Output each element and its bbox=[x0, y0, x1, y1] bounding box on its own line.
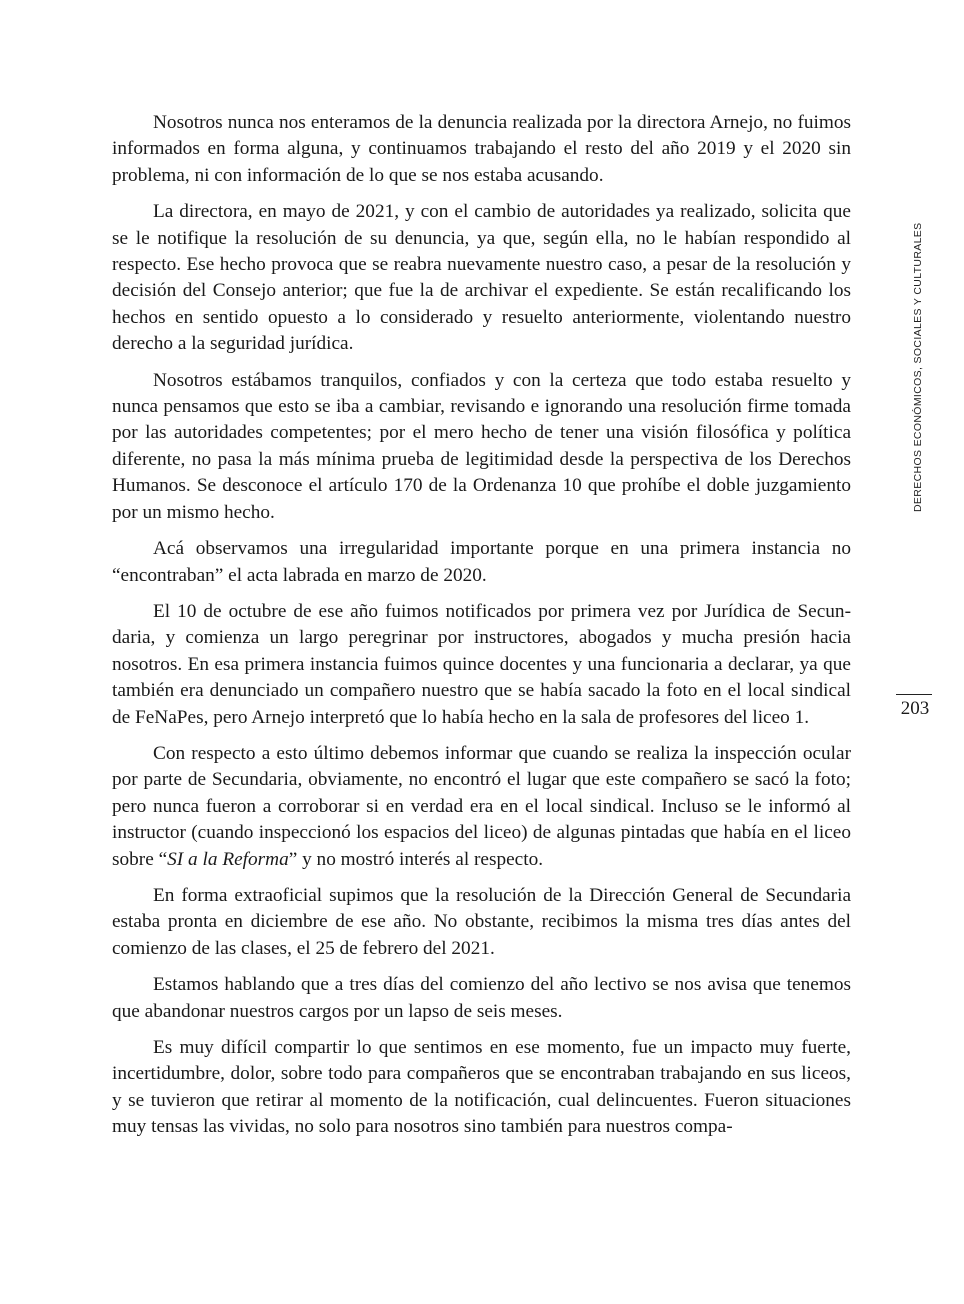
page-number-rule bbox=[896, 694, 932, 695]
paragraph-8: Estamos hablando que a tres días del comienzo del año lectivo se nos avisa que tenemos que abandonar nuestros cargos por un lapso de seis meses. bbox=[112, 974, 851, 1022]
running-section-title: DERECHOS ECONÓMICOS, SOCIALES Y CULTURALES bbox=[912, 222, 924, 512]
paragraph-3: Nosotros estábamos tranquilos, confiados y con la certeza que todo estaba resuelto y nunca pensamos que esto se iba a cambiar, revisando e ignorando una resolución firme tomada por las autoridades competentes; por el mero hecho de tener una visión filosófica y política diferente, no pasa la más mínima prueba de legitimidad desde la perspectiva de los Derechos Humanos. Se desconoce el artículo 170 de la Ordenanza 10 que prohíbe el doble juzgamiento por un mismo hecho. bbox=[112, 369, 851, 523]
paragraph-6-text-before: Con respecto a esto último debemos informar que cuando se realiza la inspección ocular por parte de Secundaria, obviamente, no encontró el lugar que este compañero se sacó la foto; pero nunca fueron a corroborar si en verdad era en el local sindical. Incluso se le informó al instructor (cuando inspeccionó los espacios del liceo) de algunas pintadas que había en el liceo sobre “ bbox=[112, 742, 851, 870]
paragraph-9: Es muy difícil compartir lo que sentimos en ese momento, fue un impacto muy fuerte, incertidumbre, dolor, sobre todo para compañeros que se encontraban trabajando en sus liceos, y se tuvieron que retirar al momento de la notificación, cual delincuentes. Fueron situaciones muy tensas las vividas, no solo para nosotros sino también para nuestros compa- bbox=[112, 1037, 851, 1138]
paragraph-2: La directora, en mayo de 2021, y con el cambio de autoridades ya realizado, solicita que se le notifique la resolución de su denuncia, ya que, según ella, no le habían respondido al respecto. Ese hecho provoca que se reabra nuevamente nuestro caso, a pesar de la resolución y decisión del Consejo anterior; que fue la de archivar el expediente. Se están recalificando los hechos en sentido opuesto a lo considerado y resuelto anteriormente, violentando nuestro derecho a la seguridad jurídica. bbox=[112, 201, 851, 355]
body-text bbox=[112, 110, 851, 1141]
paragraph-7: En forma extraoficial supimos que la resolución de la Dirección General de Secundaria estaba pronta en diciembre de ese año. No obstante, recibimos la misma tres días antes del comienzo de las clases, el 25 de febrero del 2021. bbox=[112, 884, 851, 959]
page-number: 203 bbox=[900, 698, 930, 719]
paragraph-6-italic-quote: SI a la Reforma bbox=[167, 848, 289, 870]
paragraph-1: Nosotros nunca nos enteramos de la denuncia realizada por la directora Arnejo, no fuimos informados en forma alguna, y continuamos trabajando el resto del año 2019 y el 2020 sin problema, ni con información de lo que se nos estaba acusando. bbox=[112, 112, 851, 186]
paragraph-6 bbox=[112, 741, 851, 873]
paragraph-5: El 10 de octubre de ese año fuimos notificados por primera vez por Jurídica de Secundaria, y comienza un largo peregrinar por instructores, abogados y mucha presión hacia nosotros. En esa primera instancia fuimos quince docentes y una funcionaria a declarar, ya que también era denunciado un compañero nuestro que se había sacado la foto en el local sindical de FeNaPes, pero Arnejo interpretó que lo había hecho en la sala de profesores del liceo 1. bbox=[112, 600, 851, 728]
paragraph-6-text-after: ” y no mostró interés al respecto. bbox=[288, 848, 544, 870]
paragraph-4: Acá observamos una irregularidad importante porque en una primera instancia no “encontraban” el acta labrada en marzo de 2020. bbox=[112, 538, 851, 586]
